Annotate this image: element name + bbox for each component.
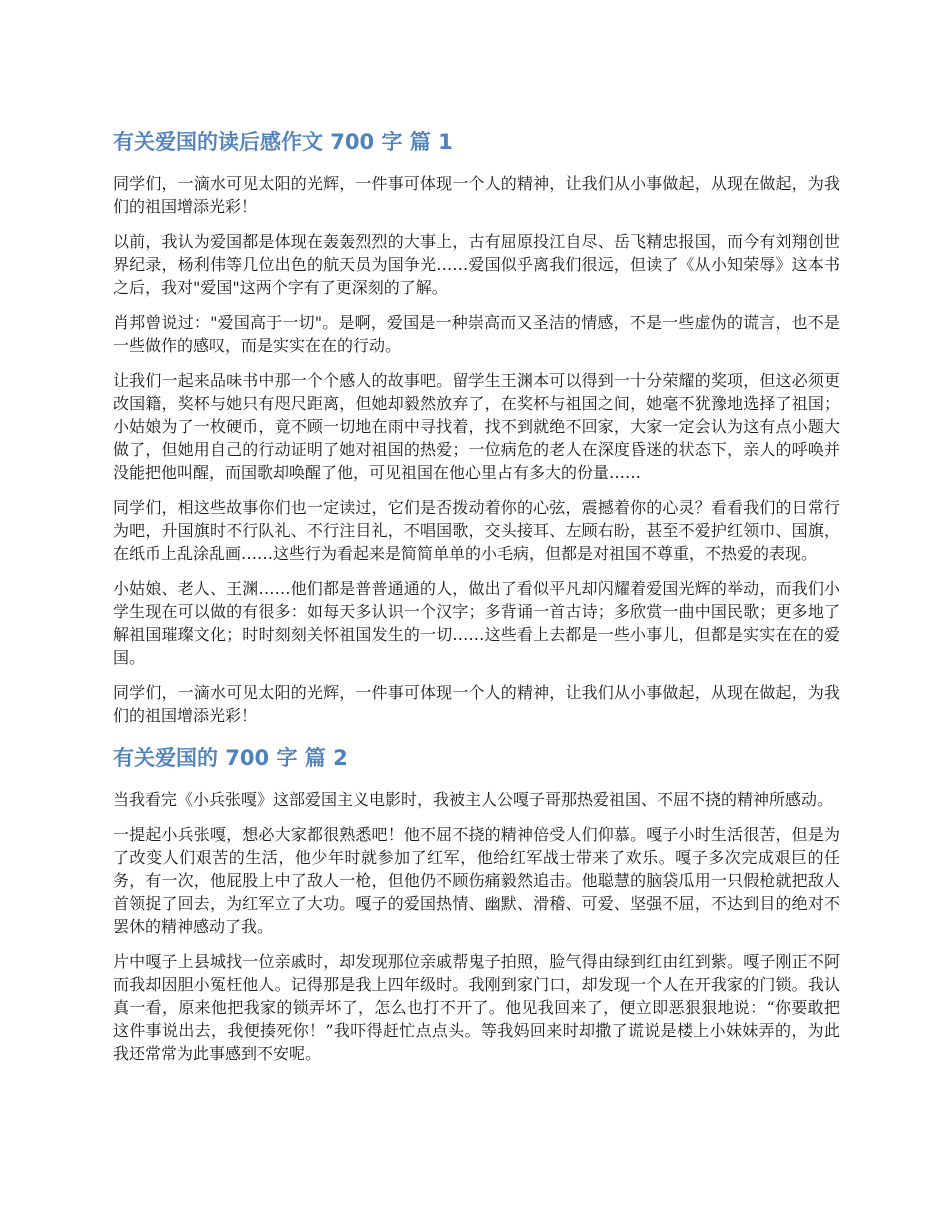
paragraph: 小姑娘、老人、王渊……他们都是普普通通的人，做出了看似平凡却闪耀着爱国光辉的举动，而我们小学生现在可以做的有很多：如每天多认识一个汉字；多背诵一首古诗；多欣赏一曲中国民歌；更多地了解祖国璀璨文化；时时刻刻关怀祖国发生的一切……这些看上去都是一些小事儿，但都是实实在在的爱国。 <box>113 579 840 667</box>
paragraph: 片中嘎子上县城找一位亲戚时，却发现那位亲戚帮鬼子拍照，脸气得由绿到红由红到紫。嘎子刚正不阿而我却因胆小冤枉他人。记得那是我上四年级时。我刚到家门口，却发现一个人在开我家的门锁。我认真一看，原来他把我家的锁弄坏了，怎么也打不开了。他见我回来了，便立即恶狠狠地说：“你要敢把这件事说出去，我便揍死你！”我吓得赶忙点点头。等我妈回来时却撒了谎说是楼上小妹妹弄的，为此我还常常为此事感到不安呢。 <box>113 952 840 1063</box>
paragraph: 同学们，一滴水可见太阳的光辉，一件事可体现一个人的精神，让我们从小事做起，从现在做起，为我们的祖国增添光彩！ <box>113 174 840 216</box>
paragraph: 一提起小兵张嘎，想必大家都很熟悉吧！他不屈不挠的精神倍受人们仰慕。嘎子小时生活很苦，但是为了改变人们艰苦的生活，他少年时就参加了红军，他给红军战士带来了欢乐。嘎子多次完成艰巨的任务，有一次，他屁股上中了敌人一枪，但他仍不顾伤痛毅然追击。他聪慧的脑袋瓜用一只假枪就把敌人首领捉了回去，为红军立了大功。嘎子的爱国热情、幽默、滑稽、可爱、坚强不屈，不达到目的绝对不罢休的精神感动了我。 <box>113 825 840 936</box>
paragraph: 以前，我认为爱国都是体现在轰轰烈烈的大事上，古有屈原投江自尽、岳飞精忠报国，而今有刘翔创世界纪录，杨利伟等几位出色的航天员为国争光……爱国似乎离我们很远，但读了《从小知荣辱》这本书之后，我对"爱国"这两个字有了更深刻的了解。 <box>113 232 840 297</box>
paragraph: 同学们，一滴水可见太阳的光辉，一件事可体现一个人的精神，让我们从小事做起，从现在做起，为我们的祖国增添光彩！ <box>113 683 840 725</box>
paragraph: 肖邦曾说过："爱国高于一切"。是啊，爱国是一种崇高而又圣洁的情感，不是一些虚伪的谎言，也不是一些做作的感叹，而是实实在在的行动。 <box>113 313 840 355</box>
paragraph: 让我们一起来品味书中那一个个感人的故事吧。留学生王渊本可以得到一十分荣耀的奖项，但这必须更改国籍，奖杯与她只有咫尺距离，但她却毅然放弃了，在奖杯与祖国之间，她毫不犹豫地选择了祖国；小姑娘为了一枚硬币，竟不顾一切地在雨中寻找着，找不到就绝不回家，大家一定会认为这有点小题大做了，但她用自己的行动证明了她对祖国的热爱；一位病危的老人在深度昏迷的状态下，亲人的呼唤并没能把他叫醒，而国歌却唤醒了他，可见祖国在他心里占有多大的份量…… <box>113 371 840 482</box>
section-title: 有关爱国的 700 字 篇 2 <box>113 746 348 770</box>
section-title: 有关爱国的读后感作文 700 字 篇 1 <box>113 130 453 154</box>
paragraph: 当我看完《小兵张嘎》这部爱国主义电影时，我被主人公嘎子哥那热爱祖国、不屈不挠的精神所感动。 <box>113 790 834 809</box>
paragraph: 同学们，相这些故事你们也一定读过，它们是否拨动着你的心弦，震撼着你的心灵？看看我们的日常行为吧，升国旗时不行队礼、不行注目礼，不唱国歌，交头接耳、左顾右盼，甚至不爱护红领巾、国旗，在纸币上乱涂乱画……这些行为看起来是简简单单的小毛病，但都是对祖国不尊重，不热爱的表现。 <box>113 498 840 563</box>
document-page <box>113 126 840 1065</box>
